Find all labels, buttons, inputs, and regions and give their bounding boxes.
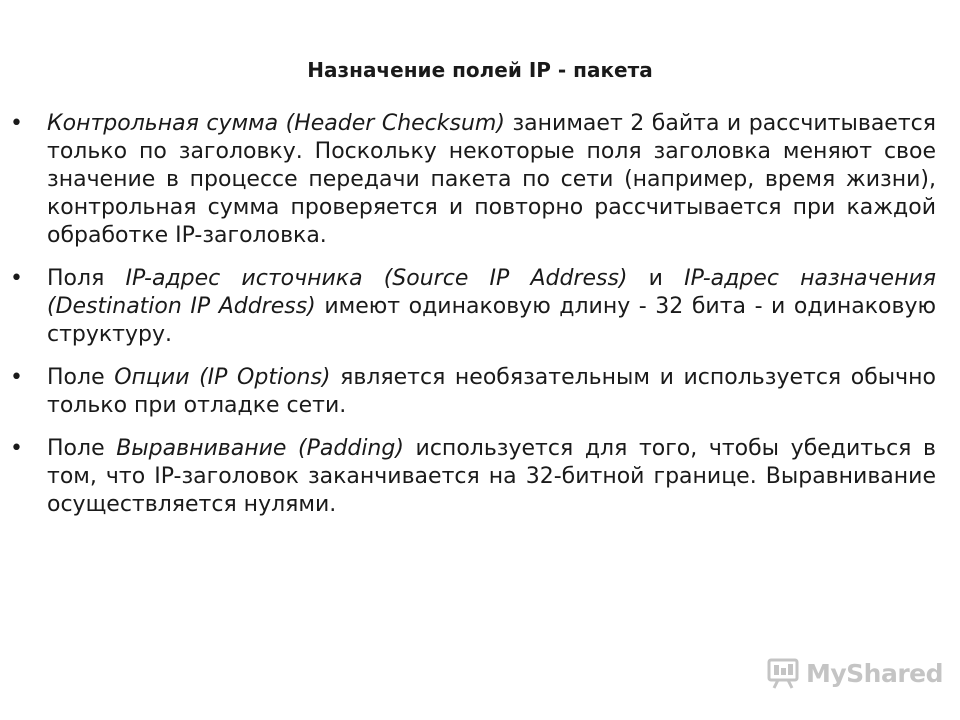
bullet-padding bbox=[10, 435, 936, 519]
checksum-description: занимает 2 байта и рассчитывается только по заголовку. Поскольку некоторые поля заголовка меняют свое значение в процессе передачи пакета по сети (например, время жизни), контрольная сумма проверяется и повторно рассчитывается при каждой обработке IP-заголовка. bbox=[47, 111, 936, 248]
term-padding: Выравнивание (Padding) bbox=[116, 436, 404, 461]
watermark bbox=[766, 655, 943, 691]
addresses-prefix: Поля bbox=[47, 266, 126, 291]
bullet-marker: • bbox=[10, 266, 23, 291]
bullet-marker: • bbox=[10, 436, 23, 461]
options-prefix: Поле bbox=[47, 365, 115, 390]
bullet-options bbox=[10, 364, 936, 420]
term-header-checksum: Контрольная сумма (Header Checksum) bbox=[47, 111, 505, 136]
padding-description: используется для того, чтобы убедиться в том, что IP-заголовок заканчивается на 32-битной границе. Выравнивание осуществляется нулями. bbox=[47, 436, 936, 517]
term-destination-ip: IP-адрес назначения (Destination IP Address) bbox=[47, 266, 936, 319]
watermark-text: MyShared bbox=[806, 658, 944, 688]
bullet-addresses bbox=[10, 265, 936, 349]
bullet-marker: • bbox=[10, 111, 23, 136]
term-source-ip: IP-адрес источника (Source IP Address) bbox=[125, 266, 628, 291]
padding-prefix: Поле bbox=[47, 436, 117, 461]
bullet-checksum bbox=[10, 110, 936, 250]
addresses-description: имеют одинаковую длину - 32 бита - и одинаковую структуру. bbox=[47, 294, 936, 347]
addresses-conjunction: и bbox=[627, 266, 685, 291]
bullet-marker: • bbox=[10, 365, 23, 390]
presentation-board-icon bbox=[766, 656, 800, 690]
slide-title: Назначение полей IP - пакета bbox=[307, 58, 653, 82]
term-ip-options: Опции (IP Options) bbox=[114, 365, 331, 390]
options-description: является необязательным и используется обычно только при отладке сети. bbox=[47, 365, 937, 418]
bullet-list bbox=[10, 110, 936, 534]
